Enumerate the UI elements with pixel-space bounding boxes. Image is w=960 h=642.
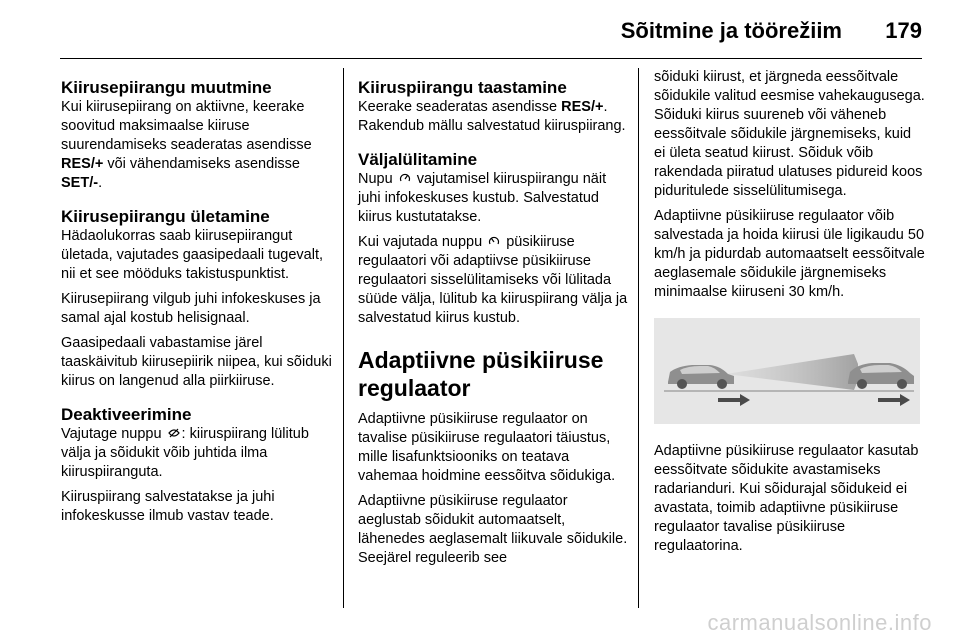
paragraph: Adaptiivne püsikiiruse regulaator aeglustab sõidukit automaatselt, lähenedes aeglasemalt liikuvale sõidukile. Seejärel reguleerib see bbox=[358, 493, 628, 566]
adaptive-cruise-illustration bbox=[654, 318, 920, 424]
rear-direction-arrow-icon bbox=[718, 394, 750, 406]
section-switch-off bbox=[358, 150, 630, 328]
paragraph: Kiirusepiirang vilgub juhi infokeskuses ja samal ajal kostub helisignaal. bbox=[61, 291, 321, 326]
paragraph bbox=[358, 170, 630, 227]
column-left bbox=[61, 68, 333, 606]
cancel-speed-icon bbox=[168, 427, 180, 439]
paragraph: Kiiruspiirang salvestatakse ja juhi infokeskusse ilmub vastav teade. bbox=[61, 489, 275, 524]
bold-text: RES/+ bbox=[561, 99, 604, 115]
section-heading: Deaktiveerimine bbox=[61, 405, 192, 424]
header-rule bbox=[60, 58, 922, 59]
front-direction-arrow-icon bbox=[878, 394, 910, 406]
section-heading: Kiiruspiirangu taastamine bbox=[358, 78, 567, 97]
page-title: Sõitmine ja töörežiim bbox=[620, 18, 842, 43]
bold-text: SET/- bbox=[61, 175, 99, 191]
page-number: 179 bbox=[885, 18, 922, 43]
text-run: Kui kiirusepiirang on aktiivne, keerake soovitud maksimaalse kiiruse suurendamiseks seaderatas asendisse bbox=[61, 99, 312, 153]
text-run: Nupu bbox=[358, 171, 397, 187]
column-divider bbox=[638, 68, 639, 608]
text-run: vajutamisel kiiruspiirangu näit juhi infokeskuses kustub. Salvestatud kiirus kustutatakse. bbox=[358, 171, 607, 225]
cars-radar-illustration bbox=[654, 318, 920, 424]
front-car-icon bbox=[848, 363, 914, 389]
text-run: Kui vajutada nuppu bbox=[358, 234, 487, 250]
text-run: . Rakendub mällu salvestatud kiiruspiirang. bbox=[358, 99, 626, 134]
chapter-heading: Adaptiivne püsikiiruse regulaator bbox=[358, 347, 604, 401]
paragraph bbox=[358, 98, 630, 136]
section-speed-limit-restore bbox=[358, 78, 630, 136]
section-heading: Kiirusepiirangu muutmine bbox=[61, 78, 272, 97]
section-speed-limit-change bbox=[61, 78, 333, 193]
paragraph bbox=[358, 233, 630, 328]
section-deactivation bbox=[61, 405, 333, 526]
paragraph: Adaptiivne püsikiiruse regulaator võib salvestada ja hoida kiirusi üle ligikaudu 50 km/h ja pidurdab automaatselt eessõitvale aeglasemale sõidukile järgnemiseks minimaalse kiiruseni 30 km/h. bbox=[654, 208, 925, 300]
speed-limiter-icon bbox=[399, 172, 411, 184]
road-line bbox=[664, 390, 914, 392]
section-speed-limit-exceed bbox=[61, 207, 333, 391]
section-heading: Väljalülitamine bbox=[358, 150, 478, 169]
paragraph: Gaasipedaali vabastamise järel taaskäivitub kiirusepiirik niipea, kui sõiduki kiirus on langenud alla piirkiiruse. bbox=[61, 335, 332, 389]
text-run: Vajutage nuppu bbox=[61, 426, 166, 442]
paragraph: Adaptiivne püsikiiruse regulaator on tavalise püsikiiruse regulaatori täiustus, mille lisafunktsiooniks on teatava vahemaa hoidmine eessõitva sõidukiga. bbox=[358, 411, 616, 484]
paragraph bbox=[61, 425, 333, 482]
paragraph bbox=[61, 98, 333, 193]
text-run: Keerake seaderatas asendisse bbox=[358, 99, 562, 115]
watermark: carmanualsonline.info bbox=[707, 610, 932, 635]
cruise-control-icon bbox=[488, 235, 500, 247]
page-header bbox=[0, 0, 960, 60]
text-run: püsikiiruse regulaatori või adaptiivse püsikiiruse regulaatori sisselülitamiseks või lülitada süüde välja, lülitub ka kiiruspiirang välja ja salvestatud kiirus kustub. bbox=[358, 234, 628, 326]
paragraph: Adaptiivne püsikiiruse regulaator kasutab eessõitvate sõidukite avastamiseks radarianduri. Kui sõidurajal sõidukeid ei avastata, toimib adaptiivne püsikiiruse regulaator tavalise püsikiiruse regulaatorina. bbox=[654, 443, 919, 554]
section-heading: Kiirusepiirangu ületamine bbox=[61, 207, 270, 226]
column-divider bbox=[343, 68, 344, 608]
column-middle bbox=[358, 68, 630, 606]
text-run: või vähendamiseks asendisse bbox=[103, 156, 300, 172]
paragraph: sõiduki kiirust, et järgneda eessõitvale sõidukile valitud eesmise vahekaugusega. Sõiduki kiirus suureneb või väheneb eessõitvale sõidukile järgnemiseks, kuid ei ületa seatud kiirust. Sõiduk võib rakendada piiratud ulatuses pidureid koos piduritulede sisselülitumisega. bbox=[654, 69, 925, 199]
radar-beam-shape bbox=[726, 354, 858, 390]
paragraph: Hädaolukorras saab kiirusepiirangut ületada, vajutades gaasipedaali tugevalt, nii et see mööduks takistuspunktist. bbox=[61, 228, 323, 282]
column-right bbox=[654, 68, 926, 606]
rear-car-icon bbox=[668, 365, 734, 389]
bold-text: RES/+ bbox=[61, 156, 104, 172]
text-run: . bbox=[98, 175, 103, 191]
text-run: : kiiruspiirang lülitub välja ja sõidukit võib juhtida ilma kiiruspiiranguta. bbox=[61, 426, 309, 480]
